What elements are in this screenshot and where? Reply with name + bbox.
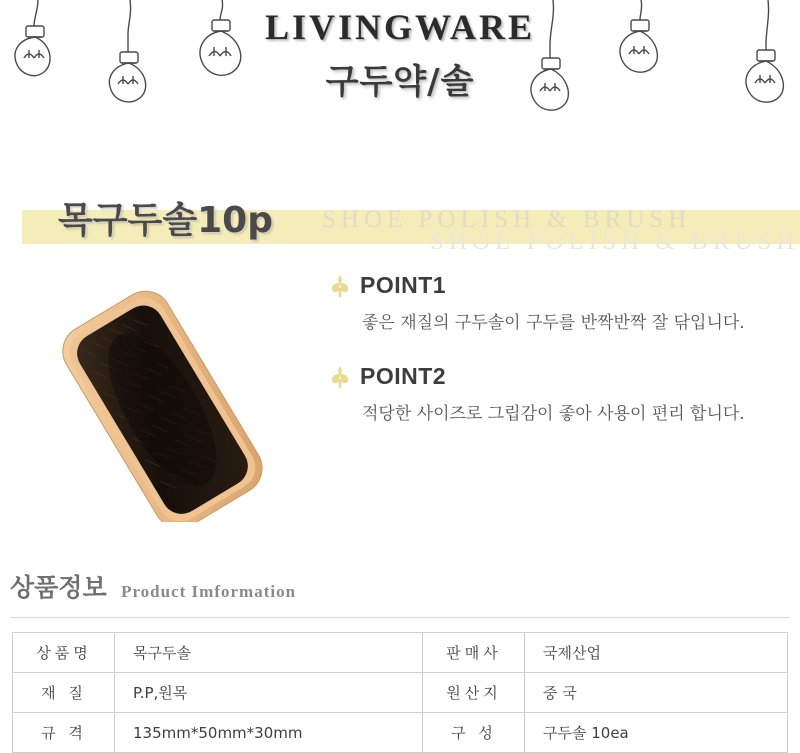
point-heading xyxy=(330,272,780,299)
fleur-de-lis-icon xyxy=(330,366,350,388)
spec-value: P.P,원목 xyxy=(115,673,423,713)
point-item xyxy=(330,363,780,428)
product-info-heading-ko: 상품정보 xyxy=(10,573,107,602)
spec-label: 원산지 xyxy=(423,673,525,713)
product-name-banner xyxy=(0,192,800,262)
spec-value: 목구두솔 xyxy=(115,633,423,673)
point-item xyxy=(330,272,780,337)
product-highlights xyxy=(0,262,800,562)
spec-label: 규 격 xyxy=(13,713,115,753)
fleur-de-lis-icon xyxy=(330,275,350,297)
spec-value: 135mm*50mm*30mm xyxy=(115,713,423,753)
spec-value: 중 국 xyxy=(525,673,788,713)
point-body: 적당한 사이즈로 그립감이 좋아 사용이 편리 합니다. xyxy=(362,404,745,425)
spec-value: 국제산업 xyxy=(525,633,788,673)
table-row xyxy=(13,673,788,713)
spec-label: 구 성 xyxy=(423,713,525,753)
point-heading xyxy=(330,363,780,390)
point-title: POINT1 xyxy=(360,272,447,298)
header-titles xyxy=(0,6,800,103)
point-body: 좋은 재질의 구두솔이 구두를 반짝반짝 잘 닦입니다. xyxy=(362,313,745,333)
spec-value: 구두솔 10ea xyxy=(525,713,788,753)
table-row xyxy=(13,633,788,673)
product-name: 목구두솔10p xyxy=(58,200,273,241)
product-spec-table xyxy=(12,632,788,753)
table-row xyxy=(13,713,788,753)
category-title: 구두약/솔 xyxy=(325,62,475,102)
page-header xyxy=(0,0,800,140)
heading-divider xyxy=(10,617,790,618)
points-list xyxy=(330,272,780,454)
point-title: POINT2 xyxy=(360,363,447,390)
shoe-brush-photo xyxy=(40,272,300,522)
product-info-heading-en: Product Imformation xyxy=(121,582,297,601)
banner-english-subtitle-echo: SHOE POLISH & BRUSH xyxy=(430,228,800,255)
spec-label: 상품명 xyxy=(13,633,115,673)
spec-label: 판매사 xyxy=(423,633,525,673)
spec-label: 재 질 xyxy=(13,673,115,713)
banner-english-subtitle: SHOE POLISH & BRUSH xyxy=(322,206,692,233)
brand-title: LIVINGWARE xyxy=(264,7,536,47)
product-info-heading xyxy=(0,568,800,614)
